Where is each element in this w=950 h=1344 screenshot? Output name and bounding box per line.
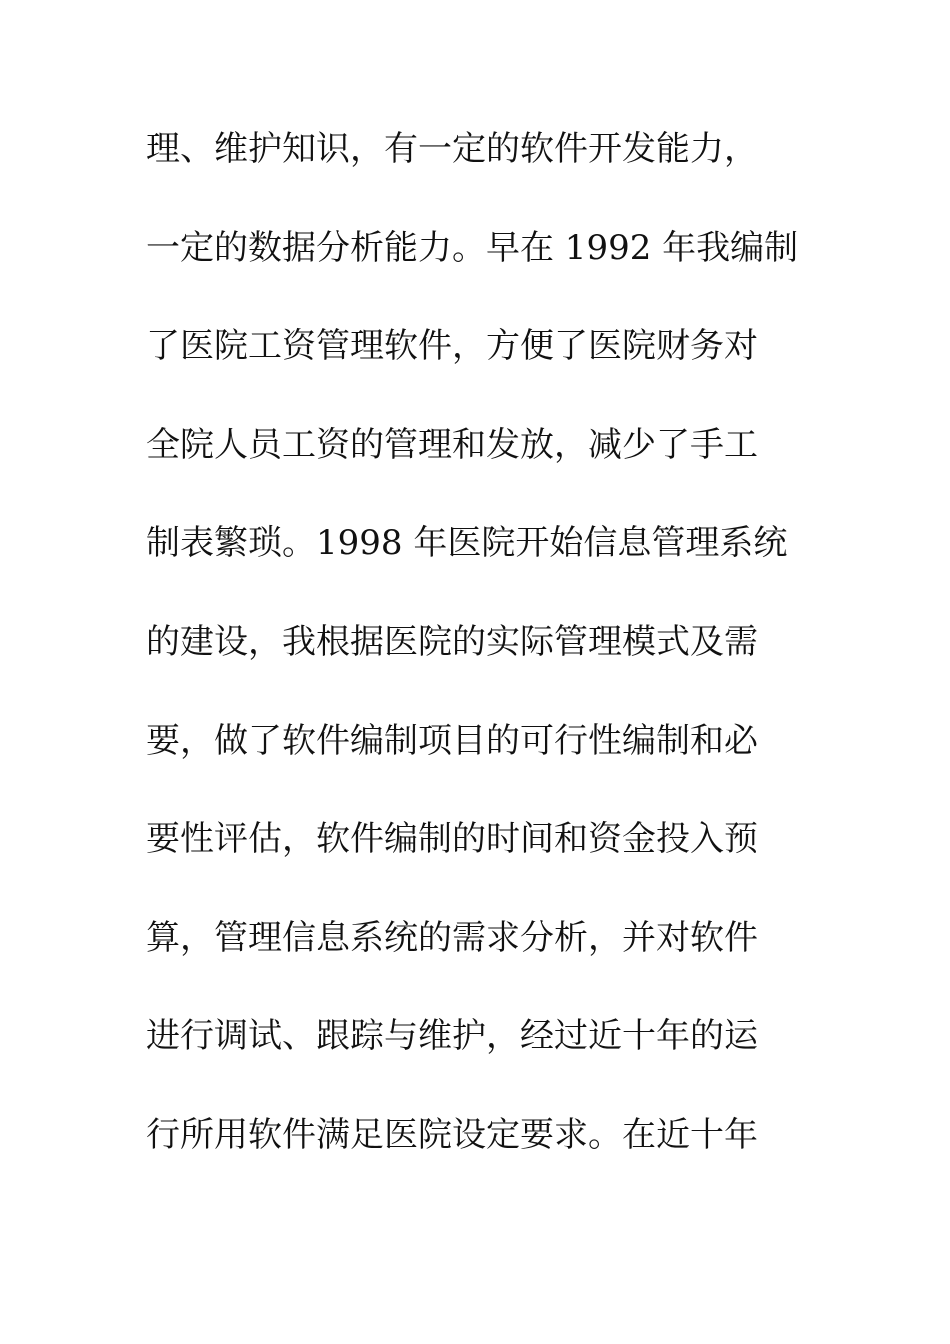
- text-line-10: 进行调试、跟踪与维护，经过近十年的运: [146, 1016, 758, 1057]
- text-line-2: 一定的数据分析能力。早在 1992 年我编制: [146, 227, 799, 268]
- body-text: [146, 125, 826, 1210]
- text-line-4: 全院人员工资的管理和发放，减少了手工: [146, 424, 758, 465]
- text-line-3: 了医院工资管理软件，方便了医院财务对: [146, 326, 758, 367]
- text-line-5: 制表繁琐。1998 年医院开始信息管理系统: [146, 523, 788, 564]
- text-line-6: 的建设，我根据医院的实际管理模式及需: [146, 621, 758, 662]
- text-line-8: 要性评估，软件编制的时间和资金投入预: [146, 819, 758, 860]
- text-line-11: 行所用软件满足医院设定要求。在近十年: [146, 1114, 758, 1155]
- text-line-7: 要，做了软件编制项目的可行性编制和必: [146, 720, 758, 761]
- text-line-1: 理、维护知识，有一定的软件开发能力，: [146, 129, 758, 169]
- text-line-9: 算，管理信息系统的需求分析，并对软件: [146, 917, 758, 958]
